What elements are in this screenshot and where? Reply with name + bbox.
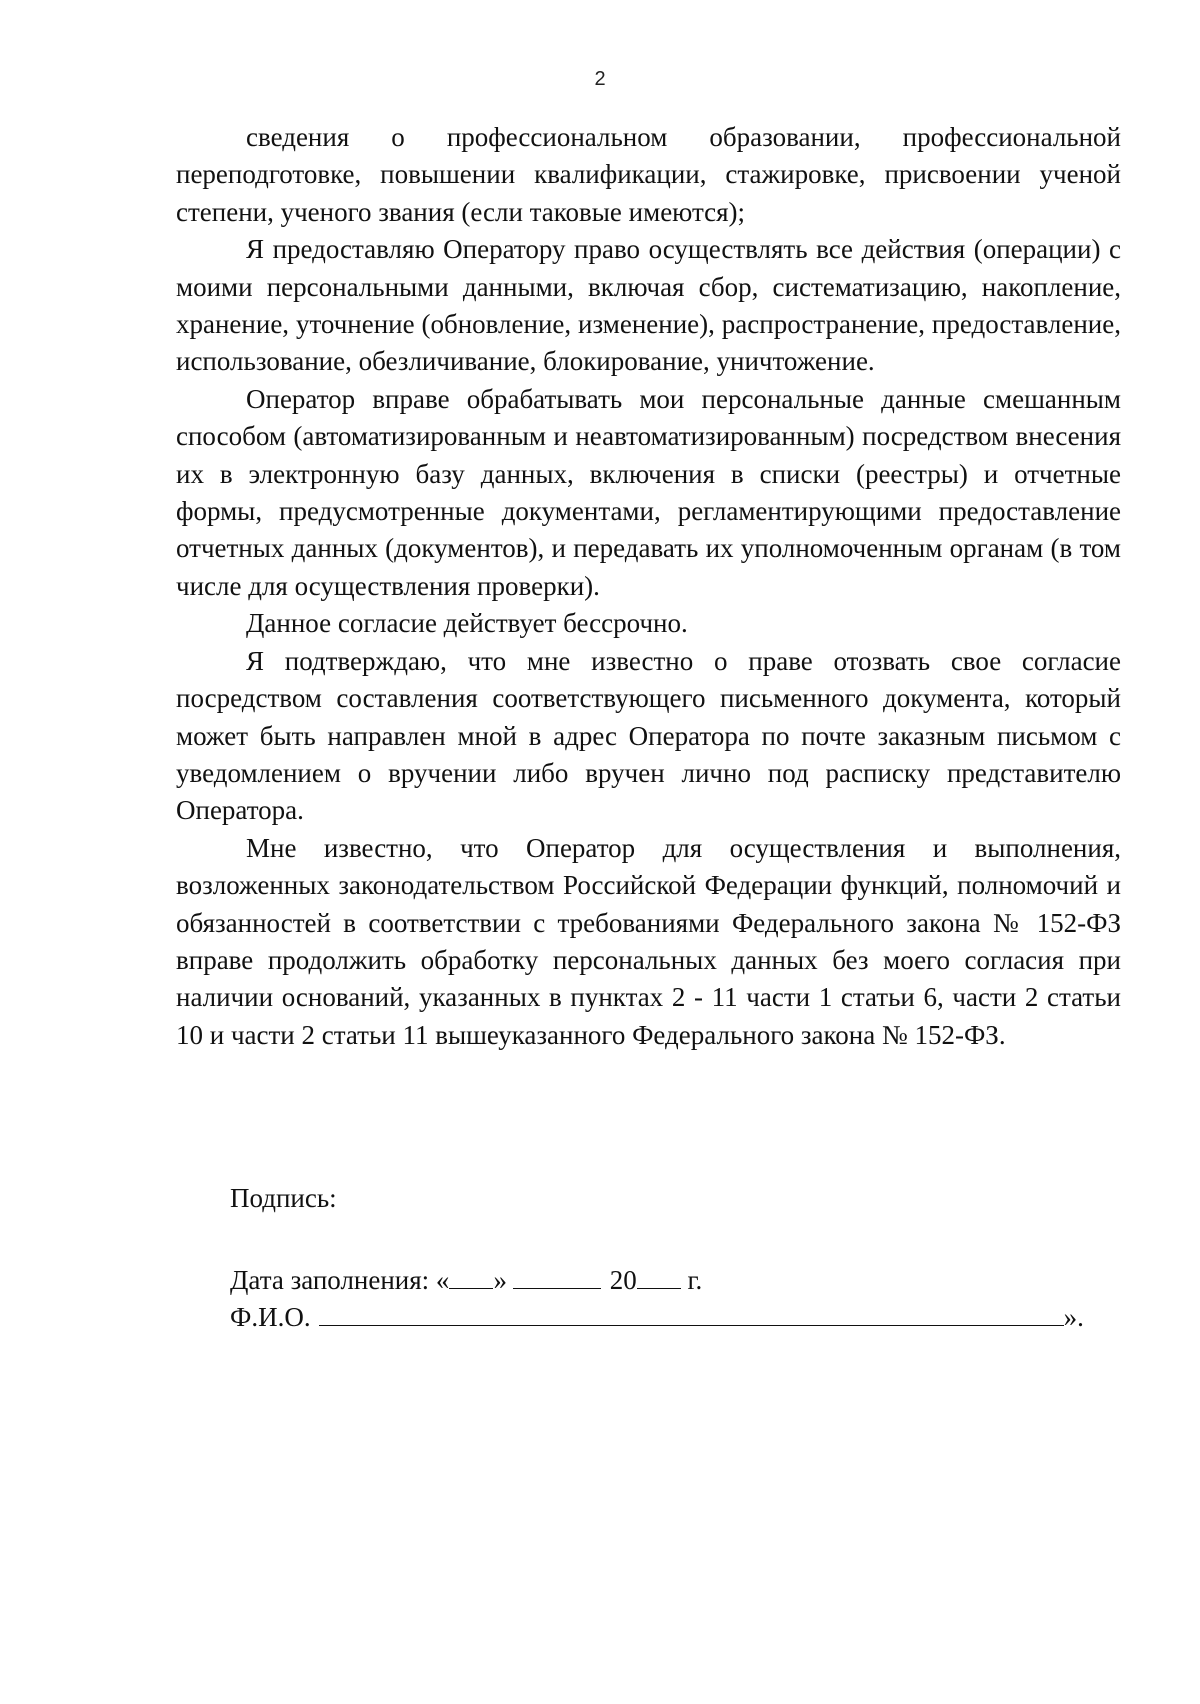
year-prefix: 20 <box>609 1265 637 1295</box>
date-quote-close: » <box>493 1265 507 1295</box>
signature-label: Подпись: <box>230 1183 337 1213</box>
fio-label: Ф.И.О. <box>230 1302 311 1332</box>
fill-date-line <box>230 1262 1110 1299</box>
paragraph-legal-basis: Мне известно, что Оператор для осуществления и выполнения, возложенных законодательством Российской Федерации функций, полномочий и обязанностей в соответствии с требованиями Федерального закона № 152-ФЗ вправе продолжить обработку персональных данных без моего согласия при наличии оснований, указанных в пунктах 2 - 11 части 1 статьи 6, части 2 статьи 10 и части 2 статьи 11 вышеуказанного Федерального закона № 152-ФЗ. <box>176 832 1121 1050</box>
signature-block <box>230 1180 1110 1336</box>
fio-line <box>230 1299 1110 1336</box>
fill-date-label: Дата заполнения: « <box>230 1265 450 1295</box>
fio-blank[interactable] <box>319 1303 1064 1326</box>
document-body <box>176 119 1121 1054</box>
month-blank[interactable] <box>513 1266 601 1289</box>
paragraph-processing-method: Оператор вправе обрабатывать мои персональные данные смешанным способом (автоматизированным и неавтоматизированным) посредством внесения их в электронную базу данных, включения в списки (реестры) и отчетные формы, предусмотренные документами, регламентирующими предоставление отчетных данных (документов), и передавать их уполномоченным органам (в том числе для осуществления проверки). <box>176 383 1121 601</box>
page-number: 2 <box>594 68 606 90</box>
paragraph-withdrawal: Я подтверждаю, что мне известно о праве отозвать свое согласие посредством составления соответствующего письменного документа, который может быть направлен мной в адрес Оператора по почте заказным письмом с уведомлением о вручении либо вручен лично под расписку представителю Оператора. <box>176 645 1121 826</box>
paragraph-validity: Данное согласие действует бессрочно. <box>246 608 688 639</box>
day-blank[interactable] <box>449 1266 493 1289</box>
paragraph-education: сведения о профессиональном образовании, профессиональной переподготовке, повышении квалификации, стажировке, присвоении ученой степени, ученого звания (если таковые имеются); <box>176 122 1121 227</box>
year-blank[interactable] <box>637 1266 681 1289</box>
fio-end: ». <box>1063 1302 1084 1332</box>
paragraph-operator-rights: Я предоставляю Оператору право осуществлять все действия (операции) с моими персональными данными, включая сбор, систематизацию, накопление, хранение, уточнение (обновление, изменение), распространение, предоставление, использование, обезличивание, блокирование, уничтожение. <box>176 234 1121 377</box>
year-suffix: г. <box>680 1265 703 1295</box>
